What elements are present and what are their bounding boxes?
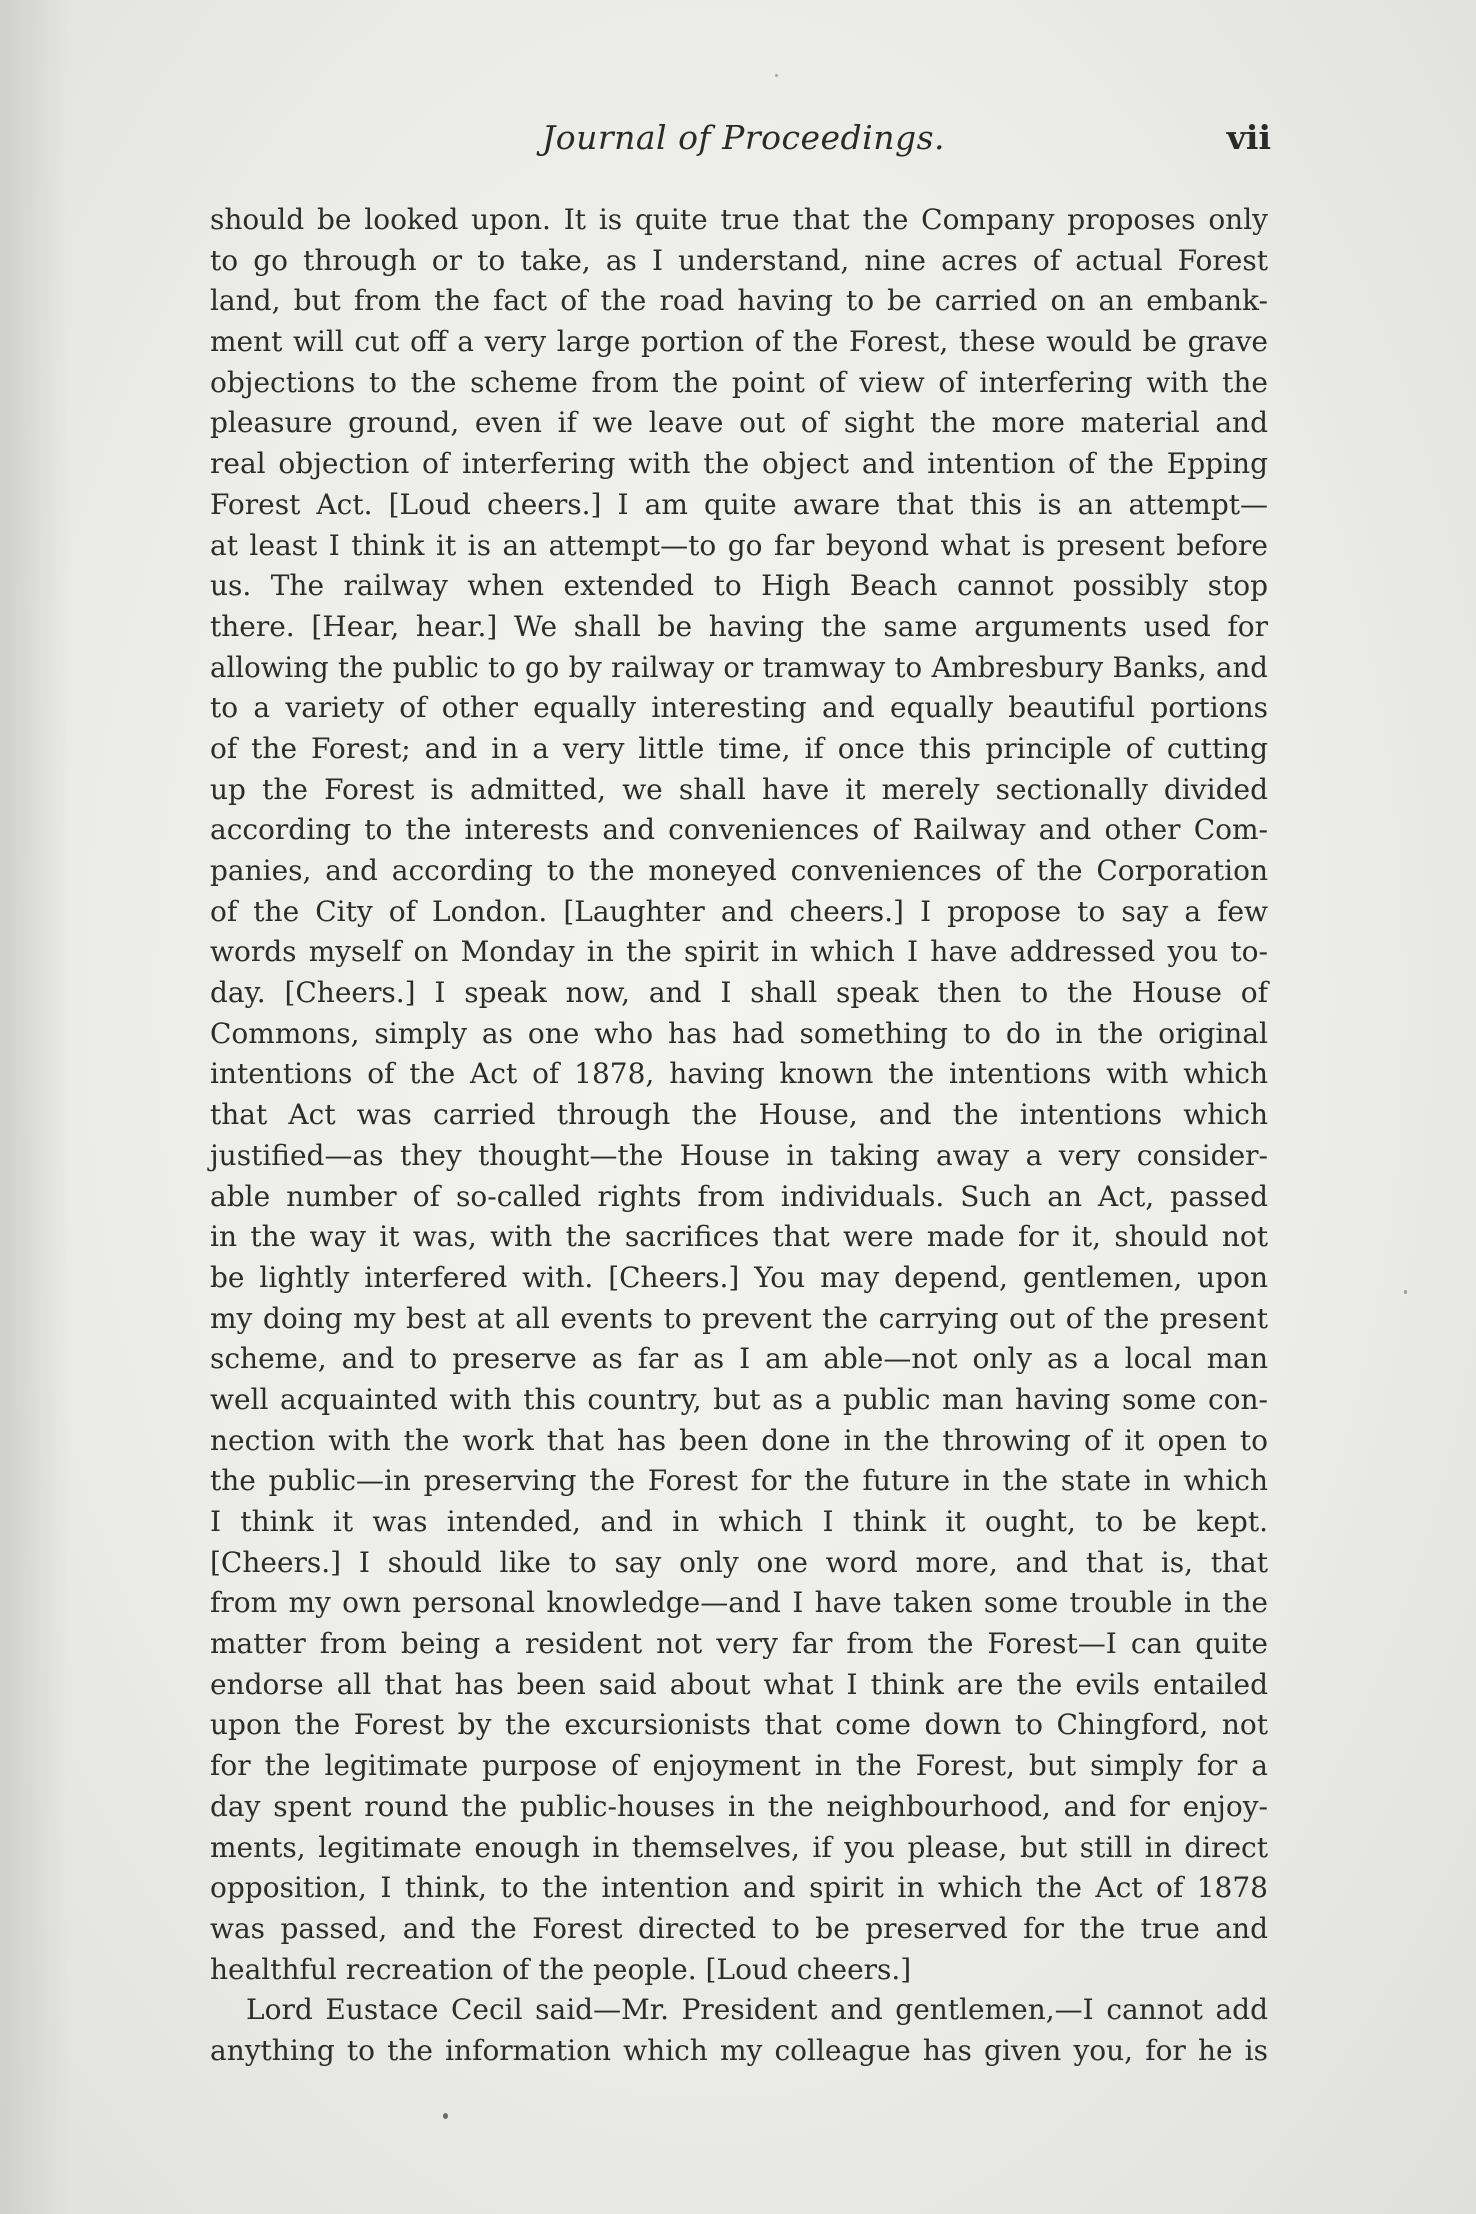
text-line: of the City of London. [Laughter and cheers.] I propose to say a few — [210, 894, 1268, 928]
page-number: vii — [1226, 118, 1271, 157]
text-line: I think it was intended, and in which I think it ought, to be kept. — [210, 1505, 1268, 1538]
text-line: objections to the scheme from the point of view of interfering with the — [210, 365, 1268, 399]
text-line: healthful recreation of the people. [Loud cheers.] — [210, 1952, 912, 1986]
text-line: anything to the information which my colleague has given you, for he is — [210, 2033, 1268, 2067]
paper-speck — [775, 74, 778, 77]
paper-speck — [1404, 1290, 1407, 1294]
text-line: [Cheers.] I should like to say only one word more, and that is, that — [210, 1545, 1268, 1579]
text-line: real objection of interfering with the object and intention of the Epping — [210, 447, 1268, 481]
text-line: scheme, and to preserve as far as I am able—not only as a local man — [210, 1342, 1268, 1376]
text-line: intentions of the Act of 1878, having known the intentions with which — [210, 1057, 1268, 1091]
text-line: the public—in preserving the Forest for the future in the state in which — [210, 1464, 1268, 1498]
text-line: day spent round the public-houses in the neighbourhood, and for enjoy- — [210, 1789, 1268, 1823]
text-line: at least I think it is an attempt—to go far beyond what is present before — [210, 528, 1268, 562]
text-line: according to the interests and conveniences of Railway and other Com- — [210, 813, 1268, 847]
body-text — [210, 200, 1268, 2072]
text-line: nection with the work that has been done in the throwing of it open to — [210, 1423, 1268, 1457]
text-line: be lightly interfered with. [Cheers.] You may depend, gentlemen, upon — [210, 1260, 1268, 1294]
page-edge-shadow — [0, 0, 70, 2214]
text-line: my doing my best at all events to prevent the carrying out of the present — [210, 1301, 1268, 1335]
text-line: was passed, and the Forest directed to be preserved for the true and — [210, 1911, 1268, 1945]
text-line: well acquainted with this country, but as a public man having some con- — [210, 1382, 1268, 1416]
paper-speck — [443, 2113, 448, 2119]
text-line: opposition, I think, to the intention and spirit in which the Act of 1878 — [210, 1871, 1268, 1905]
text-line: there. [Hear, hear.] We shall be having the same arguments used for — [210, 609, 1268, 643]
text-line: upon the Forest by the excursionists that come down to Chingford, not — [210, 1708, 1268, 1742]
page-header — [216, 118, 1271, 168]
text-line: us. The railway when extended to High Beach cannot possibly stop — [210, 569, 1268, 603]
text-line: land, but from the fact of the road having to be carried on an embank- — [210, 284, 1268, 318]
text-line: that Act was carried through the House, and the intentions which — [210, 1098, 1268, 1132]
text-line: panies, and according to the moneyed conveniences of the Corporation — [210, 854, 1268, 887]
text-line: Forest Act. [Loud cheers.] I am quite aware that this is an attempt— — [210, 487, 1268, 521]
text-line: day. [Cheers.] I speak now, and I shall speak then to the House of — [210, 976, 1268, 1010]
text-line: ment will cut off a very large portion of the Forest, these would be grave — [210, 325, 1268, 359]
text-line: to go through or to take, as I understand, nine acres of actual Forest — [210, 243, 1268, 277]
text-line: ments, legitimate enough in themselves, if you please, but still in direct — [210, 1830, 1268, 1864]
text-line: pleasure ground, even if we leave out of sight the more material and — [210, 406, 1268, 440]
text-line: to a variety of other equally interesting and equally beautiful portions — [210, 691, 1268, 725]
text-line: words myself on Monday in the spirit in which I have addressed you to- — [210, 935, 1268, 969]
running-head: Journal of Proceedings. — [541, 118, 946, 157]
text-line: matter from being a resident not very far from the Forest—I can quite — [210, 1627, 1268, 1661]
text-line: from my own personal knowledge—and I have taken some trouble in the — [210, 1586, 1268, 1620]
text-line: Lord Eustace Cecil said—Mr. President and gentlemen,—I cannot add — [246, 1993, 1268, 2027]
text-line: up the Forest is admitted, we shall have it merely sectionally divided — [210, 772, 1268, 806]
text-line: able number of so-called rights from individuals. Such an Act, passed — [210, 1179, 1268, 1213]
text-line: allowing the public to go by railway or tramway to Ambresbury Banks, and — [210, 650, 1268, 684]
text-line: endorse all that has been said about what I think are the evils entailed — [210, 1667, 1268, 1701]
text-line: justified—as they thought—the House in taking away a very consider- — [210, 1138, 1268, 1172]
text-line: in the way it was, with the sacrifices that were made for it, should not — [210, 1220, 1268, 1254]
text-line: of the Forest; and in a very little time, if once this principle of cutting — [210, 731, 1268, 765]
text-line: for the legitimate purpose of enjoyment in the Forest, but simply for a — [210, 1749, 1268, 1783]
text-line: Commons, simply as one who has had something to do in the original — [210, 1016, 1268, 1050]
text-line: should be looked upon. It is quite true that the Company proposes only — [210, 203, 1268, 236]
